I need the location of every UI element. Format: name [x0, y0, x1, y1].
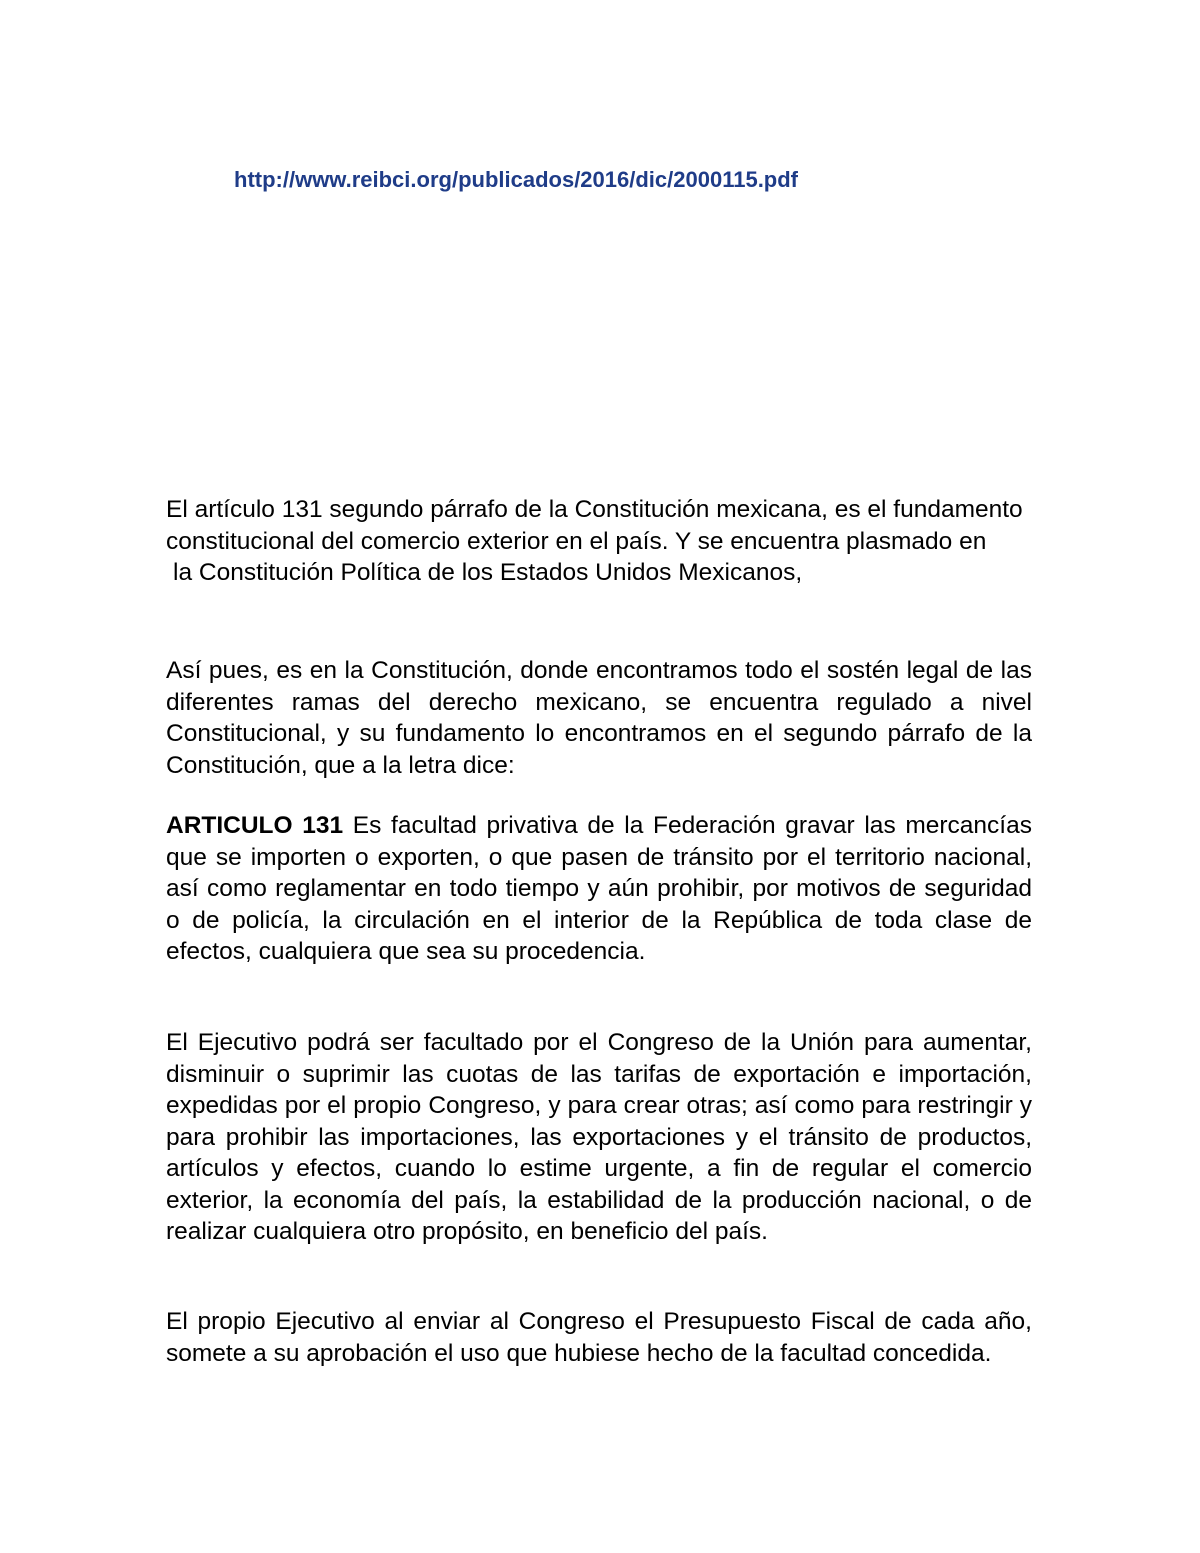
article-text: Es facultad privativa de la Federación gravar las mercancías que se importen o exporten, o que pasen de tránsito por el territorio nacional, así como reglamentar en todo tiempo y aún prohibir, por motivos de seguridad o de policía, la circulación en el interior de la República de toda clase de efectos, cualquiera que sea su procedencia. [166, 812, 1032, 965]
constitution-basis-paragraph: Así pues, es en la Constitución, donde encontramos todo el sostén legal de las diferentes ramas del derecho mexicano, se encuentra regulado a nivel Constitucional, y su fundamento lo encontramos en el segundo párrafo de la Constitución, que a la letra dice: [166, 657, 1032, 779]
budget-paragraph: El propio Ejecutivo al enviar al Congreso el Presupuesto Fiscal de cada año, somete a su aprobación el uso que hubiese hecho de la facultad concedida. [166, 1308, 1032, 1367]
source-url-link[interactable]: http://www.reibci.org/publicados/2016/dic/2000115.pdf [234, 167, 799, 192]
executive-powers-paragraph: El Ejecutivo podrá ser facultado por el Congreso de la Unión para aumentar, disminuir o suprimir las cuotas de las tarifas de exportación e importación, expedidas por el propio Congreso, y para crear otras; así como para restringir y para prohibir las importaciones, las exportaciones y el tránsito de productos, artículos y efectos, cuando lo estime urgente, a fin de regular el comercio exterior, la economía del país, la estabilidad de la producción nacional, o de realizar cualquiera otro propósito, en beneficio del país. [166, 1029, 1032, 1245]
intro-paragraph [166, 494, 1032, 589]
intro-constitution-line: la Constitución Política de los Estados Unidos Mexicanos, [173, 559, 803, 586]
article-heading: ARTICULO 131 [166, 812, 344, 839]
intro-text: El artículo 131 segundo párrafo de la Constitución mexicana, es el fundamento constitucional del comercio exterior en el país. Y se encuentra plasmado en [166, 496, 1023, 555]
article-131-paragraph [166, 810, 1032, 968]
